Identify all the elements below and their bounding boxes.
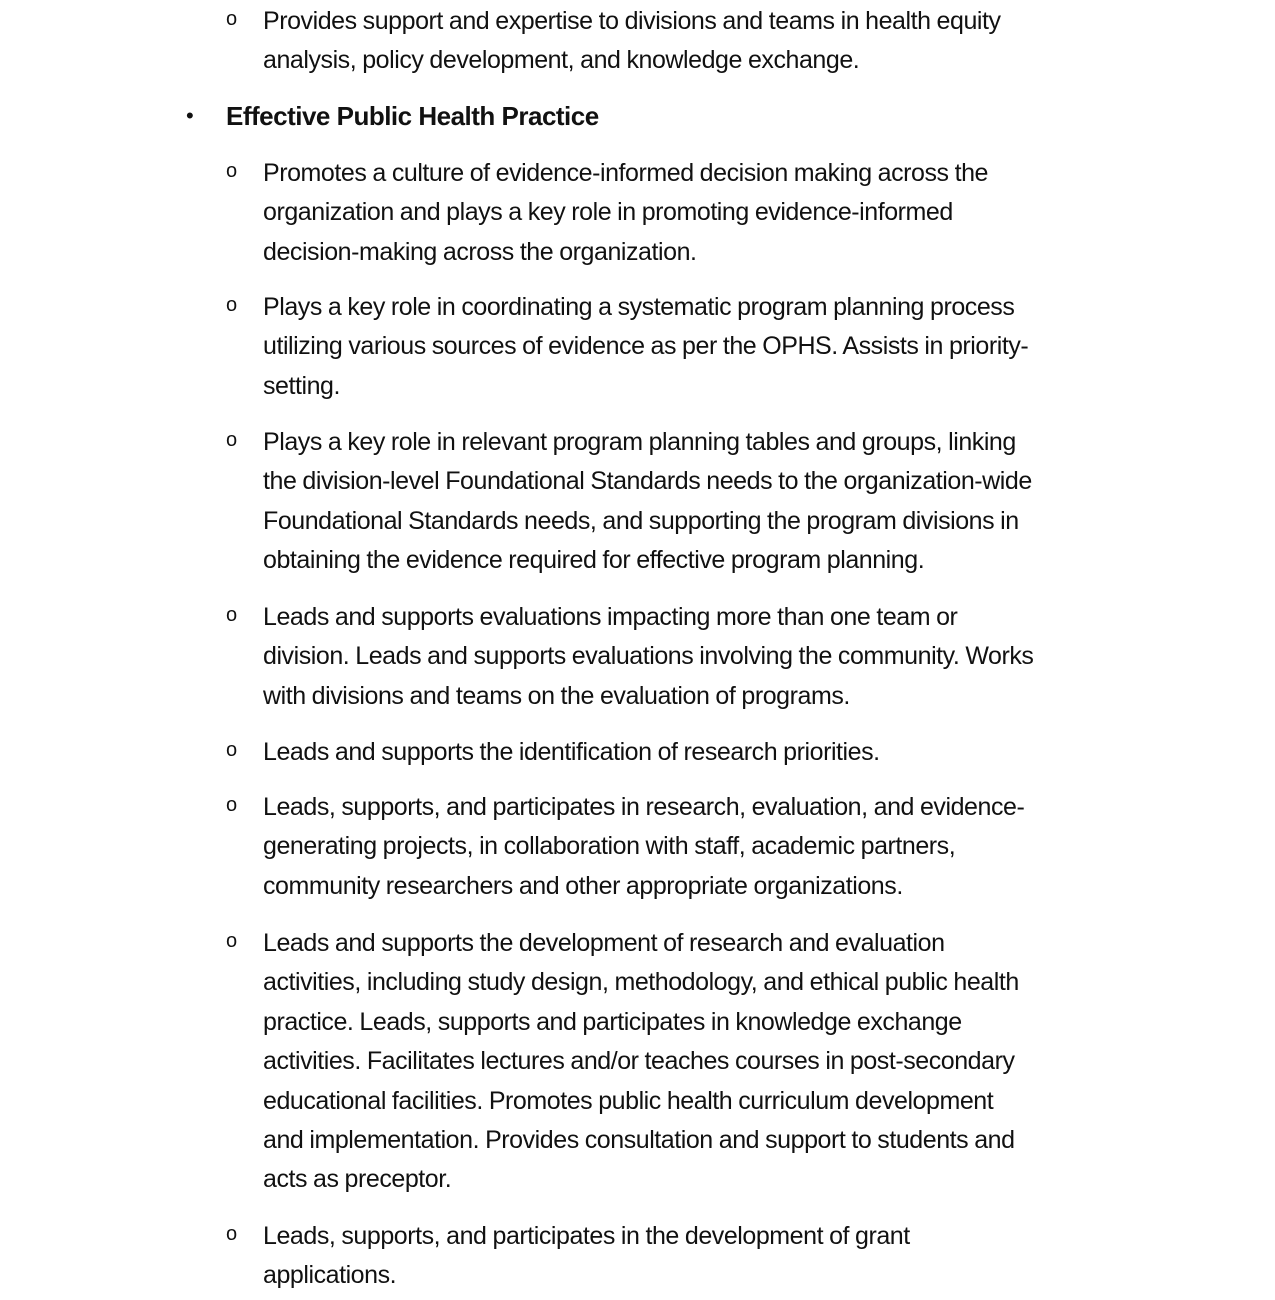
list-item-text: Leads and supports the identification of research priorities. — [263, 738, 880, 766]
hollow-bullet-icon: o — [226, 8, 238, 30]
hollow-bullet-icon: o — [226, 794, 238, 816]
hollow-bullet-icon: o — [226, 604, 238, 626]
list-item-text: Promotes a culture of evidence-informed decision making across the organization and plays a key role in promoting evidence-informed decision-making across the organization. — [263, 159, 989, 266]
hollow-bullet-icon: o — [226, 429, 238, 451]
list-item-text: Leads and supports evaluations impacting more than one team or division. Leads and supports evaluations involving the community. Works with divisions and teams on the evaluation of programs. — [263, 603, 1034, 710]
list-item-text: Leads and supports the development of research and evaluation activities, including study design, methodology, and ethical public health practice. Leads, supports and participates in knowledge exchange activities. Facilitates lectures and/or teaches courses in post-secondary educational facilities. Promotes public health curriculum development and implementation. Provides consultation and support to students and acts as preceptor. — [263, 929, 1019, 1194]
section-heading: Effective Public Health Practice — [226, 101, 599, 131]
list-item-text: Plays a key role in relevant program planning tables and groups, linking the division-level Foundational Standards needs to the organization-wide Foundational Standards needs, and supporting the program divisions in obtaining the evidence required for effective program planning. — [263, 428, 1032, 575]
hollow-bullet-icon: o — [226, 160, 238, 182]
list-item-text: Provides support and expertise to divisions and teams in health equity analysis, policy development, and knowledge exchange. — [263, 7, 1001, 75]
bullet-icon: • — [186, 103, 194, 128]
hollow-bullet-icon: o — [226, 294, 238, 316]
hollow-bullet-icon: o — [226, 1223, 238, 1245]
hollow-bullet-icon: o — [226, 930, 238, 952]
list-item-text: Leads, supports, and participates in research, evaluation, and evidence- generating projects, in collaboration with staff, academic partners, community researchers and other appropriate organizations. — [263, 793, 1025, 900]
hollow-bullet-icon: o — [226, 739, 238, 761]
list-item-text: Plays a key role in coordinating a systematic program planning process utilizing various sources of evidence as per the OPHS. Assists in priority- setting. — [263, 293, 1029, 400]
list-item-text: Leads, supports, and participates in the development of grant applications. — [263, 1222, 910, 1290]
